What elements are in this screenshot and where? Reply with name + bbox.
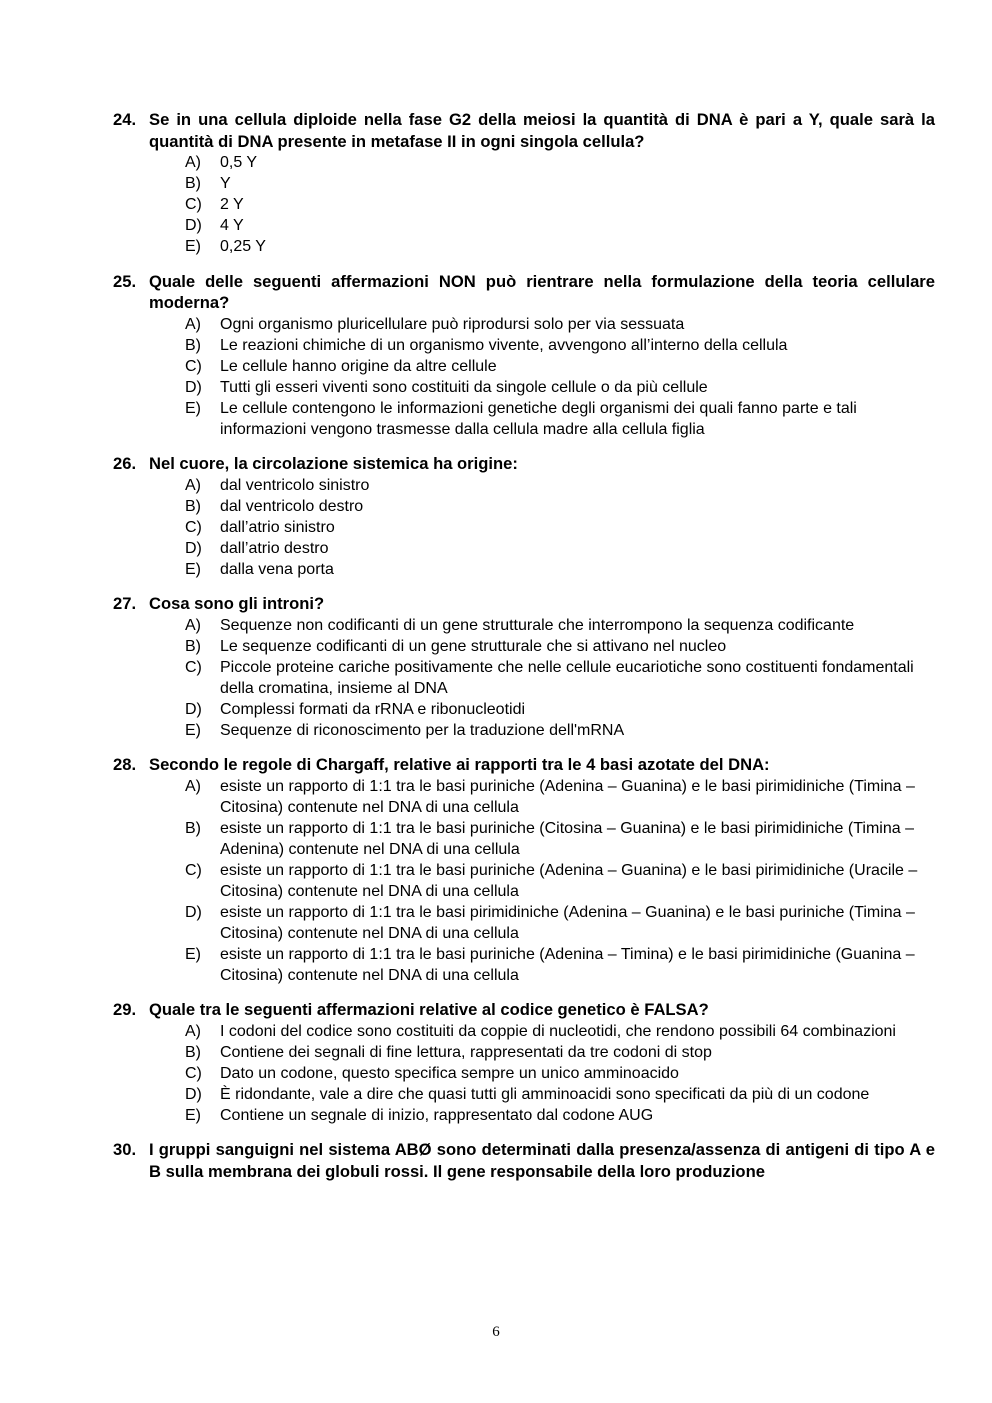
answer-option — [113, 173, 935, 194]
option-text: 2 Y — [220, 196, 244, 213]
question-number: 25. — [113, 271, 137, 291]
option-text: esiste un rapporto di 1:1 tra le basi pirimidiniche (Adenina – Guanina) e le basi puriniche (Timina – Citosina) contenute nel DNA di una cellula — [220, 903, 915, 942]
answer-option — [113, 398, 935, 440]
option-text: Contiene dei segnali di fine lettura, rappresentati da tre codoni di stop — [220, 1043, 712, 1061]
answer-option — [113, 194, 935, 215]
question-text: Se in una cellula diploide nella fase G2 della meiosi la quantità di DNA è pari a Y, quale sarà la quantità di DNA presente in metafase II in ogni singola cellula? — [149, 110, 935, 151]
option-text: Le cellule contengono le informazioni genetiche degli organismi dei quali fanno parte e tali informazioni vengono trasmesse dalla cellula madre alla cellula figlia — [220, 399, 857, 438]
question-heading — [113, 999, 935, 1021]
question-24 — [113, 109, 935, 257]
option-text: dalla vena porta — [220, 560, 334, 578]
option-letter: A) — [185, 315, 201, 333]
answer-option — [113, 720, 935, 741]
option-text: 0,25 Y — [220, 238, 266, 255]
question-heading — [113, 754, 935, 776]
question-29 — [113, 999, 935, 1126]
question-27 — [113, 593, 935, 741]
question-heading — [113, 453, 935, 475]
answer-option — [113, 517, 935, 538]
answer-option — [113, 615, 935, 636]
option-letter: C) — [185, 1064, 202, 1082]
option-text: Dato un codone, questo specifica sempre un unico amminoacido — [220, 1064, 679, 1082]
option-letter: D) — [185, 903, 202, 921]
answer-option — [113, 475, 935, 496]
option-letter: C) — [185, 861, 202, 879]
answer-option — [113, 377, 935, 398]
answer-option — [113, 636, 935, 657]
option-text: Le reazioni chimiche di un organismo vivente, avvengono all’interno della cellula — [220, 336, 788, 354]
answer-option — [113, 236, 935, 257]
option-text: Y — [220, 175, 231, 192]
question-28 — [113, 754, 935, 986]
option-letter: E) — [185, 560, 201, 578]
option-text: 0,5 Y — [220, 154, 258, 171]
option-letter: A) — [185, 777, 201, 795]
option-text: dall’atrio destro — [220, 539, 329, 557]
option-text: esiste un rapporto di 1:1 tra le basi puriniche (Adenina – Guanina) e le basi pirimidiniche (Uracile – Citosina) contenute nel DNA di una cellula — [220, 861, 918, 900]
answer-option — [113, 944, 935, 986]
answer-option — [113, 1021, 935, 1042]
question-text: Quale delle seguenti affermazioni NON può rientrare nella formulazione della teoria cellulare moderna? — [149, 271, 935, 312]
option-letter: E) — [185, 945, 201, 963]
option-letter: B) — [185, 1043, 201, 1061]
option-letter: E) — [185, 238, 201, 255]
answer-option — [113, 699, 935, 720]
answer-option — [113, 496, 935, 517]
question-25 — [113, 271, 935, 440]
option-letter: B) — [185, 336, 201, 354]
answer-option — [113, 335, 935, 356]
answer-option — [113, 314, 935, 335]
option-letter: E) — [185, 1106, 201, 1124]
answer-option — [113, 776, 935, 818]
question-number: 29. — [113, 1000, 137, 1019]
question-text: Secondo le regole di Chargaff, relative ai rapporti tra le 4 basi azotate del DNA: — [149, 755, 770, 774]
option-letter: C) — [185, 357, 202, 375]
question-heading — [113, 271, 935, 314]
option-text: 4 Y — [220, 217, 244, 234]
answer-option — [113, 860, 935, 902]
answer-option — [113, 818, 935, 860]
question-30 — [113, 1139, 935, 1182]
option-text: Tutti gli esseri viventi sono costituiti da singole cellule o da più cellule — [220, 378, 708, 396]
option-text: Sequenze non codificanti di un gene strutturale che interrompono la sequenza codificante — [220, 616, 855, 634]
option-text: Ogni organismo pluricellulare può riprodursi solo per via sessuata — [220, 315, 685, 333]
option-letter: A) — [185, 154, 201, 171]
answer-options — [113, 314, 935, 440]
option-letter: B) — [185, 175, 201, 192]
option-text: Le sequenze codificanti di un gene strutturale che si attivano nel nucleo — [220, 637, 727, 655]
answer-option — [113, 1063, 935, 1084]
option-text: esiste un rapporto di 1:1 tra le basi puriniche (Adenina – Timina) e le basi pirimidiniche (Guanina – Citosina) contenute nel DNA di una cellula — [220, 945, 915, 984]
answer-option — [113, 152, 935, 173]
option-letter: D) — [185, 217, 202, 234]
option-text: dall’atrio sinistro — [220, 518, 335, 536]
option-text: È ridondante, vale a dire che quasi tutti gli amminoacidi sono specificati da più di un codone — [220, 1085, 870, 1103]
option-text: Contiene un segnale di inizio, rappresentato dal codone AUG — [220, 1106, 654, 1124]
option-letter: E) — [185, 721, 201, 739]
answer-options — [113, 776, 935, 986]
question-text: Quale tra le seguenti affermazioni relative al codice genetico è FALSA? — [149, 1000, 709, 1019]
answer-options — [113, 152, 935, 257]
option-letter: A) — [185, 476, 201, 494]
option-letter: D) — [185, 1085, 202, 1103]
option-text: Piccole proteine cariche positivamente che nelle cellule eucariotiche sono costituenti fondamentali della cromatina, insieme al DNA — [220, 658, 914, 697]
question-number: 28. — [113, 755, 137, 774]
answer-option — [113, 559, 935, 580]
option-letter: A) — [185, 1022, 201, 1040]
question-number: 26. — [113, 454, 137, 473]
answer-option — [113, 1105, 935, 1126]
question-number: 27. — [113, 594, 137, 613]
question-text: Nel cuore, la circolazione sistemica ha origine: — [149, 454, 518, 473]
question-number: 30. — [113, 1140, 137, 1159]
answer-options — [113, 1021, 935, 1126]
answer-option — [113, 902, 935, 944]
option-letter: C) — [185, 518, 202, 536]
option-letter: D) — [185, 539, 202, 557]
question-number: 24. — [113, 110, 137, 129]
option-text: esiste un rapporto di 1:1 tra le basi puriniche (Citosina – Guanina) e le basi pirimidiniche (Timina – Adenina) contenute nel DNA di una cellula — [220, 819, 914, 858]
option-letter: C) — [185, 658, 202, 676]
answer-options — [113, 475, 935, 580]
option-letter: C) — [185, 196, 202, 213]
option-letter: B) — [185, 819, 201, 837]
answer-option — [113, 356, 935, 377]
option-text: Sequenze di riconoscimento per la traduzione dell'mRNA — [220, 721, 625, 739]
option-text: dal ventricolo destro — [220, 497, 364, 515]
option-letter: B) — [185, 497, 201, 515]
question-heading — [113, 109, 935, 152]
answer-option — [113, 215, 935, 236]
question-heading — [113, 1139, 935, 1182]
answer-option — [113, 657, 935, 699]
option-text: dal ventricolo sinistro — [220, 476, 370, 494]
question-list — [113, 109, 935, 1196]
question-heading — [113, 593, 935, 615]
answer-option — [113, 538, 935, 559]
option-letter: D) — [185, 700, 202, 718]
option-text: I codoni del codice sono costituiti da coppie di nucleotidi, che rendono possibili 64 combinazioni — [220, 1022, 896, 1040]
option-letter: B) — [185, 637, 201, 655]
option-text: Le cellule hanno origine da altre cellule — [220, 357, 497, 375]
page-number: 6 — [492, 1324, 500, 1340]
question-text: I gruppi sanguigni nel sistema ABØ sono determinati dalla presenza/assenza di antigeni di tipo A e B sulla membrana dei globuli rossi. Il gene responsabile della loro produzione — [149, 1140, 935, 1181]
option-letter: A) — [185, 616, 201, 634]
option-letter: D) — [185, 378, 202, 396]
answer-options — [113, 615, 935, 741]
question-26 — [113, 453, 935, 580]
question-text: Cosa sono gli introni? — [149, 594, 325, 613]
option-text: Complessi formati da rRNA e ribonucleotidi — [220, 700, 526, 718]
option-letter: E) — [185, 399, 201, 417]
option-text: esiste un rapporto di 1:1 tra le basi puriniche (Adenina – Guanina) e le basi pirimidiniche (Timina – Citosina) contenute nel DNA di una cellula — [220, 777, 915, 816]
answer-option — [113, 1042, 935, 1063]
answer-option — [113, 1084, 935, 1105]
